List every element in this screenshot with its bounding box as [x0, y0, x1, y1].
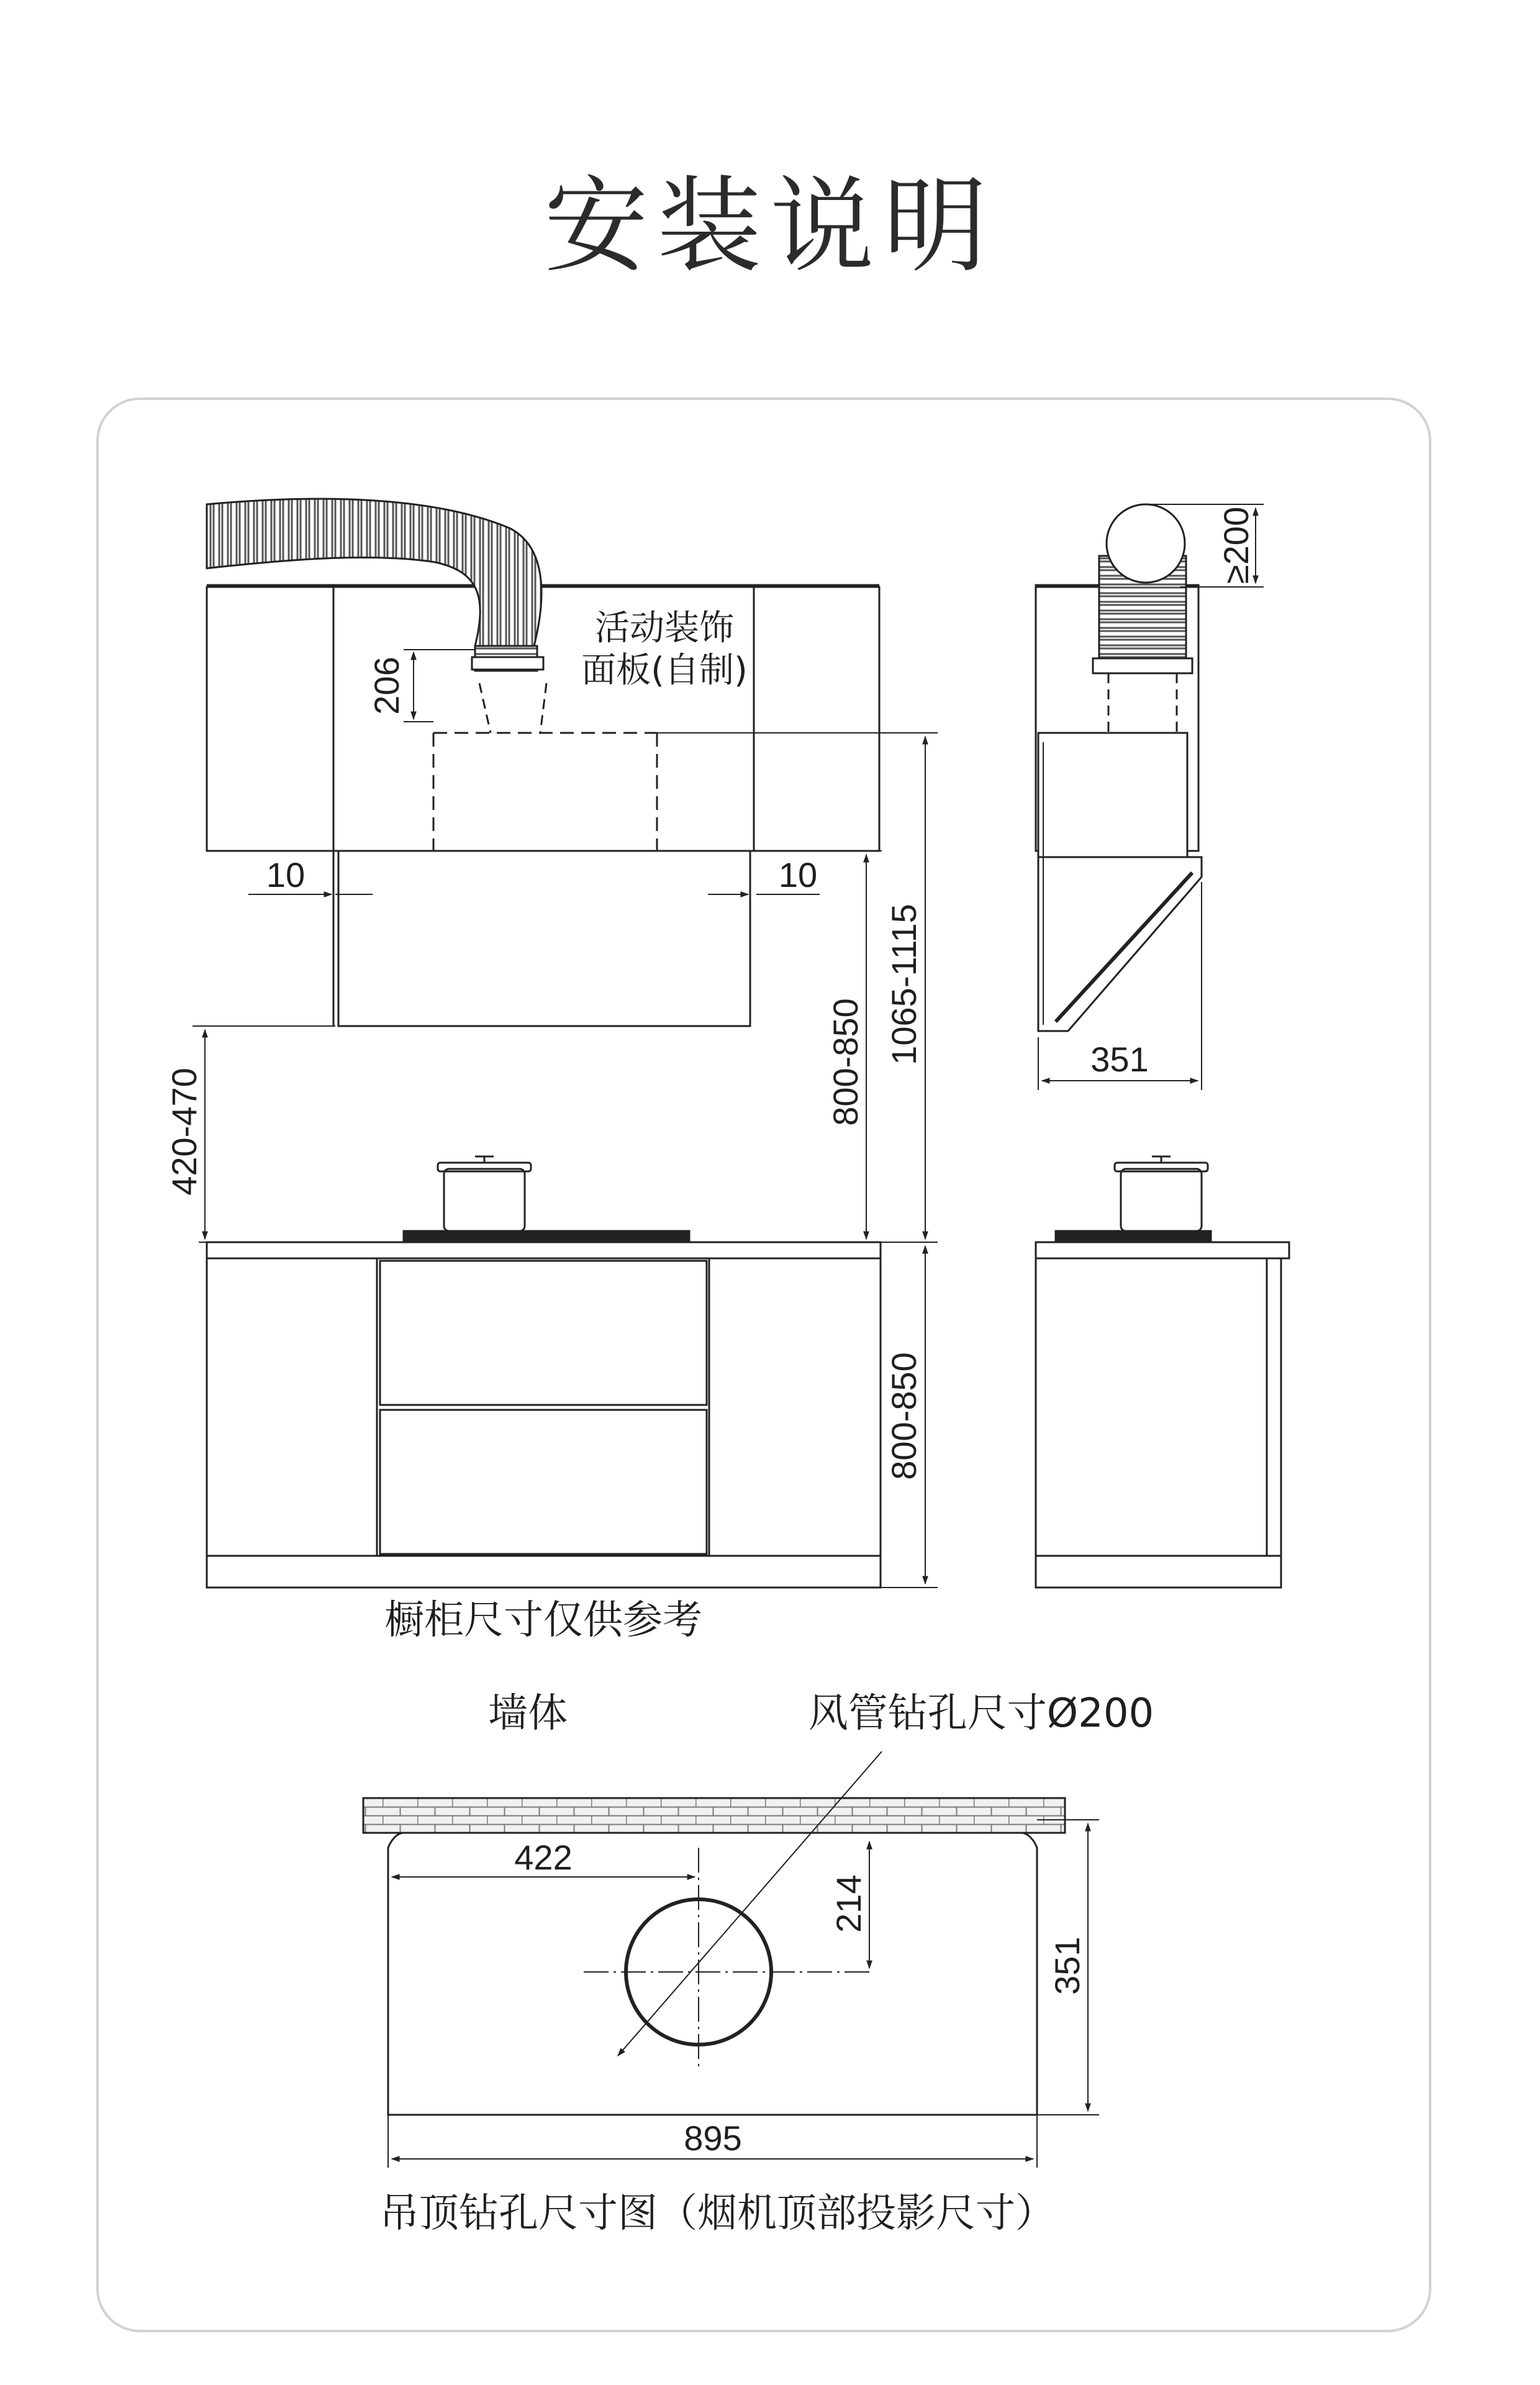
dim-420-470: [192, 1026, 335, 1239]
range-hood-front: [338, 683, 750, 1026]
dim-895-label: 895: [684, 2119, 742, 2158]
side-countertop: [1036, 1231, 1289, 1258]
dim-800-850-lower-label: 800-850: [884, 1352, 923, 1480]
range-hood-side: [1038, 733, 1202, 1031]
panel-label-line2: 面板(自制): [581, 650, 748, 691]
dim-10-right-label: 10: [778, 855, 818, 894]
countertop-front: [199, 1231, 938, 1258]
side-base-cabinet: [1036, 1258, 1281, 1588]
dim-206: [404, 650, 475, 722]
dim-200-label: ≥200: [1216, 506, 1256, 584]
dim-214-label: 214: [829, 1874, 868, 1933]
duct-hole-label: 风管钻孔尺寸Ø200: [808, 1691, 1154, 1737]
panel-label-line1: 活动装饰: [595, 608, 734, 648]
dim-351-side-label: 351: [1090, 1040, 1149, 1079]
dim-1065-1115-label: 1065-1115: [884, 904, 923, 1065]
duct-end-circle: [1107, 504, 1185, 583]
dim-351-top-label: 351: [1048, 1937, 1087, 1995]
ceiling-caption: 吊顶钻孔尺寸图（烟机顶部投影尺寸）: [379, 2191, 1055, 2237]
pot-side: [1115, 1156, 1208, 1231]
brick-wall: [363, 1798, 1065, 1833]
cabinet-note: 橱柜尺寸仅供参考: [384, 1597, 702, 1643]
dim-800-850-upper-label: 800-850: [826, 998, 865, 1126]
dim-422-label: 422: [514, 1838, 573, 1877]
pot-front: [438, 1156, 531, 1231]
dim-206-label: 206: [367, 656, 406, 715]
dim-420-470-label: 420-470: [165, 1068, 204, 1196]
wall-label: 墙体: [488, 1691, 568, 1737]
page-title: 安装说明: [544, 165, 996, 287]
base-cabinet-front: [207, 1258, 881, 1588]
dim-10-left-label: 10: [266, 855, 306, 894]
